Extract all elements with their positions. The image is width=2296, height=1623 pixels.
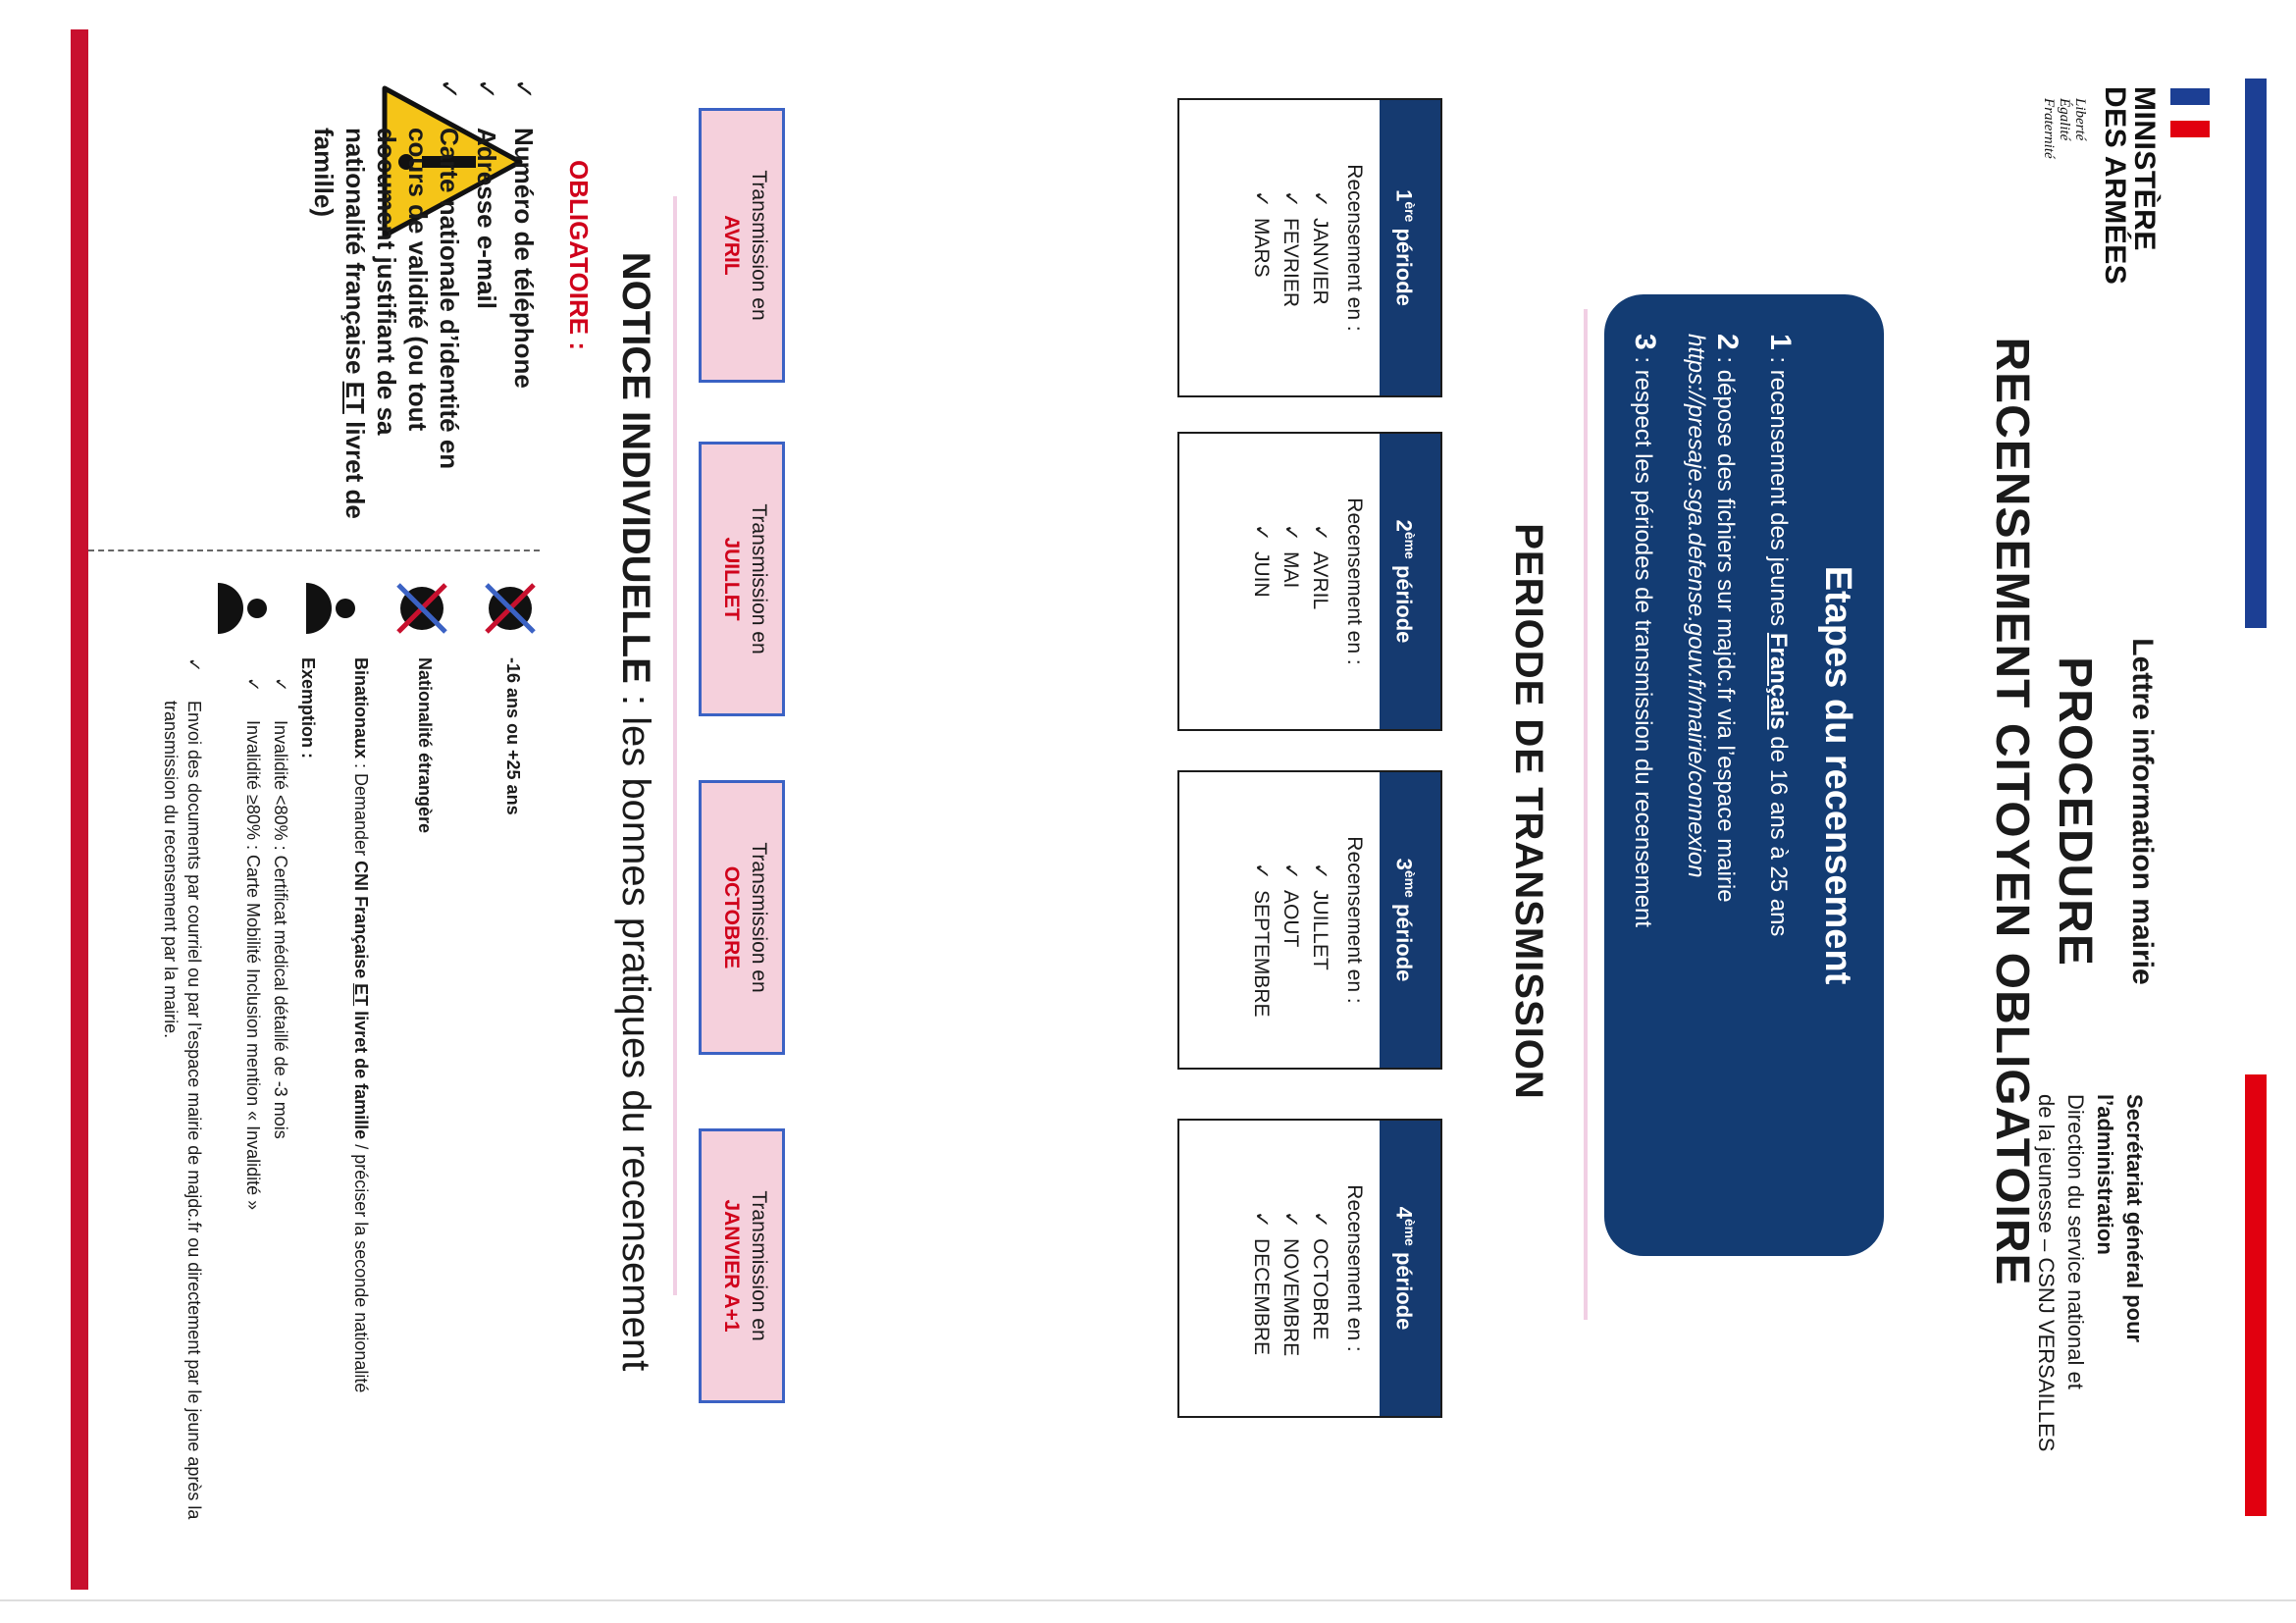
pink-separator [1584, 309, 1588, 1320]
period-header: 1ère période [1380, 100, 1440, 395]
documents-list [155, 657, 206, 1541]
mandatory-list [302, 79, 540, 530]
list-item: ✓ Numéro de téléphone [509, 79, 539, 389]
list-item: ✓NOVEMBRE [1279, 1211, 1302, 1357]
ministry-name: MINISTÈRE DES ARMÉES [2099, 86, 2161, 286]
list-item: ✓MAI [1279, 524, 1302, 589]
period-card-2 [1177, 432, 1442, 731]
sender-block: Secrétariat général pour l’administration Direction du service national et de la jeunesse – CSNJ VERSAILLES [2034, 1094, 2147, 1452]
transmission-box-3: Transmission en OCTOBRE [699, 780, 785, 1055]
list-item: ✓ Invalidité ≥80% : Carte Mobilité Inclusion mention « Invalidité » [243, 677, 263, 1211]
red-header-bar [2245, 1074, 2267, 1516]
list-item: ✓DECEMBRE [1250, 1211, 1273, 1356]
transmission-box-1: Transmission en AVRIL [699, 108, 785, 383]
list-item: ✓AOUT [1279, 863, 1302, 948]
list-item: ✓AVRIL [1309, 524, 1331, 610]
step-2: 2 : dépose des fichiers sur majdc.fr via l’espace mairie https://presaje.sga.defense.gouv.fr/mairie/connexion [1683, 334, 1744, 903]
period-label: Recensement en : [1343, 1184, 1366, 1352]
blue-header-bar [2245, 79, 2267, 628]
footer-rule [0, 1599, 2296, 1601]
steps-title: Etapes du recensement [1817, 565, 1858, 985]
list-item: ✓ Invalidité <80% : Certificat médical détaillé de -3 mois [271, 677, 290, 1139]
exemption-list [237, 677, 292, 1521]
foreign-nationality: Nationalité étrangère [415, 657, 435, 834]
period-header: 2ème période [1380, 434, 1440, 729]
page-title: PROCEDURE [2049, 656, 2101, 967]
marianne-flag-icon [2170, 88, 2210, 137]
list-item: ✓ Envoi des documents par courriel ou par l’espace mairie de majdc.fr ou directement par le jeune après la transmission du recensement par la mairie. [161, 657, 204, 1520]
list-item: ✓ Adresse e-mail [472, 79, 501, 309]
letter-subtitle: Lettre information mairie [2126, 638, 2159, 985]
republic-motto: Liberté Égalité Fraternité [2041, 98, 2088, 159]
period-header: 4ème période [1380, 1121, 1440, 1416]
binational-icon [304, 579, 363, 638]
list-item: ✓MARS [1250, 190, 1273, 278]
dashed-divider [88, 550, 540, 551]
binational-rule: Binationaux : Demander CNI Française ET livret de famille / préciser la seconde nationalité [351, 657, 371, 1393]
period-label: Recensement en : [1343, 164, 1366, 332]
transmission-title: PERIODE DE TRANSMISSION [1507, 523, 1550, 1100]
list-item: ✓FEVRIER [1279, 190, 1302, 308]
crossed-circle-icon [392, 579, 451, 638]
period-card-1 [1177, 98, 1442, 397]
exemption-icon [216, 579, 275, 638]
period-label: Recensement en : [1343, 836, 1366, 1004]
exemption-title: Exemption : [298, 657, 318, 759]
period-label: Recensement en : [1343, 497, 1366, 665]
transmission-box-4: Transmission en JANVIER A+1 [699, 1128, 785, 1403]
page-title-line2: RECENSEMENT CITOYEN OBLIGATOIRE [1986, 337, 2038, 1286]
mandatory-title: OBLIGATOIRE : [564, 159, 594, 351]
steps-box [1604, 294, 1884, 1256]
period-card-3 [1177, 770, 1442, 1070]
age-exclusion: -16 ans ou +25 ans [503, 657, 523, 815]
pink-separator [673, 196, 677, 1295]
crossed-circle-icon [481, 579, 540, 638]
step-1: 1 : recensement des jeunes Français de 16 ans à 25 ans [1764, 334, 1797, 937]
list-item: ✓JANVIER [1309, 190, 1331, 305]
period-card-4 [1177, 1119, 1442, 1418]
list-item: ✓JUILLET [1309, 863, 1331, 970]
list-item: ✓OCTOBRE [1309, 1211, 1331, 1340]
red-footer-bar [71, 29, 88, 1590]
mairie-portal-link[interactable]: https://presaje.sga.defense.gouv.fr/mairie/connexion [1683, 334, 1709, 878]
list-item: ✓SEPTEMBRE [1250, 863, 1273, 1018]
period-header: 3ème période [1380, 772, 1440, 1068]
transmission-box-2: Transmission en JUILLET [699, 442, 785, 716]
list-item: ✓ Carte nationale d’identité en cours de validité (ou tout document justifiant de sa nationalité française ET livret de famille) [309, 79, 464, 519]
list-item: ✓JUIN [1250, 524, 1273, 598]
step-3: 3 : respect les périodes de transmission du recensement [1629, 334, 1661, 927]
notice-title: NOTICE INDIVIDUELLE : les bonnes pratiques du recensement [614, 251, 657, 1372]
